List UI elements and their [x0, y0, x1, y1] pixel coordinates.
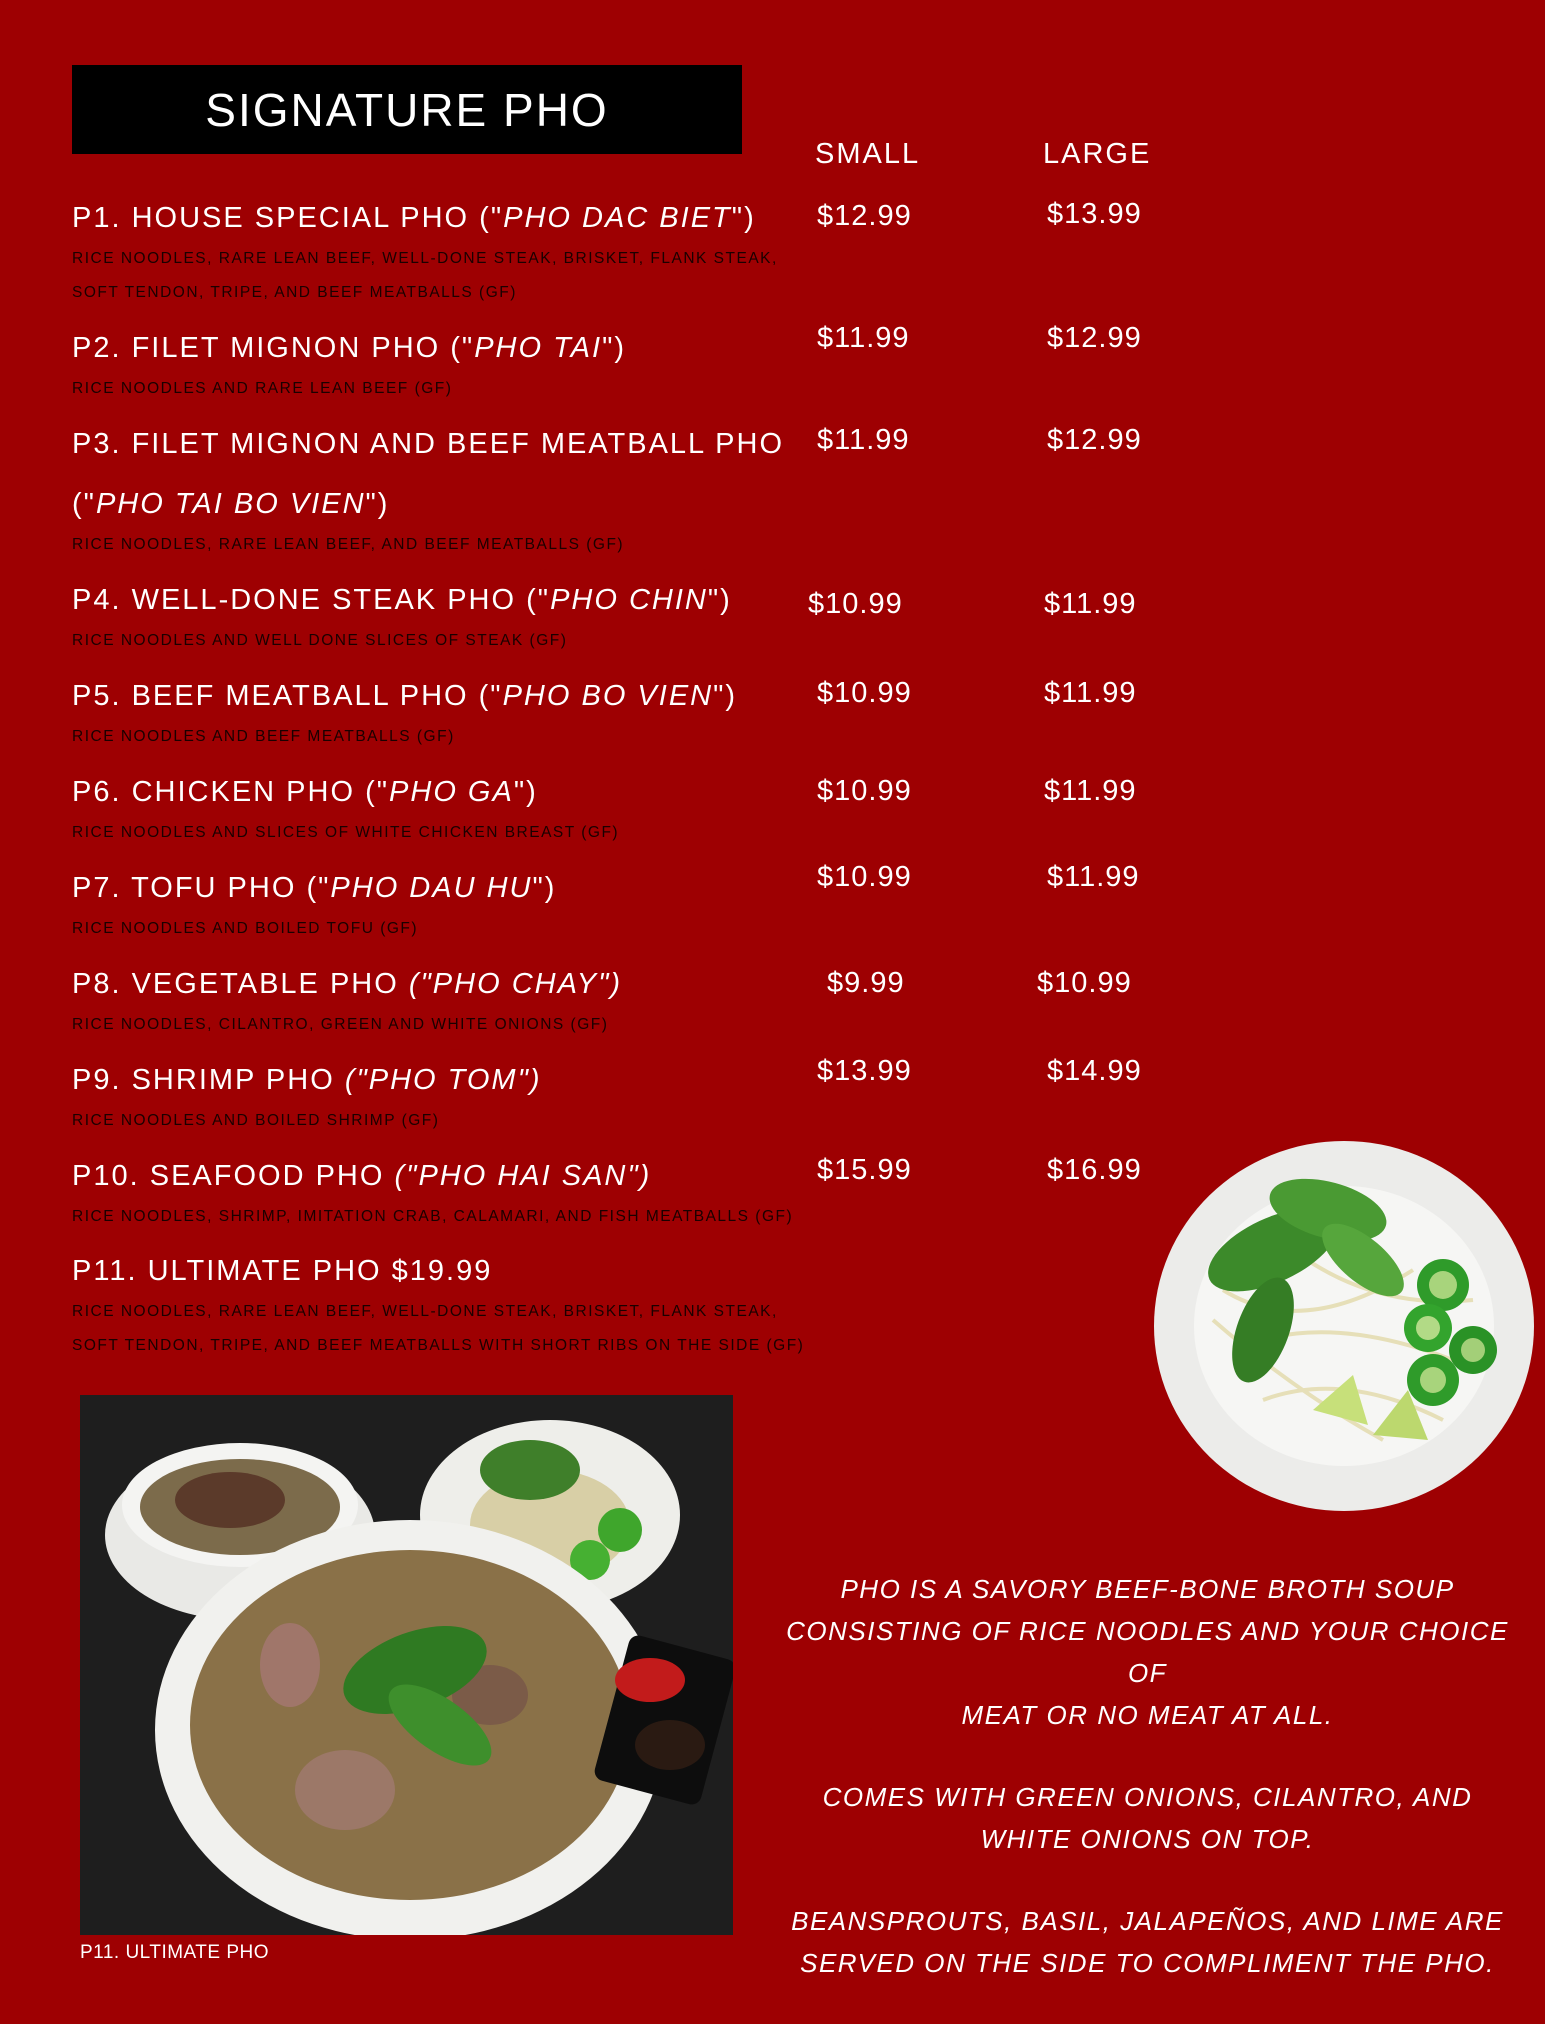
menu-item-p11: [72, 1241, 932, 1363]
item-desc: RICE NOODLES AND SLICES OF WHITE CHICKEN BREAST (GF): [72, 824, 620, 841]
item-name: P2. FILET MIGNON PHO ("PHO TAI"): [72, 332, 627, 364]
price-small: $11.99: [817, 424, 910, 456]
ultimate-pho-photo: [80, 1395, 733, 1935]
item-name: P1. HOUSE SPECIAL PHO ("PHO DAC BIET"): [72, 202, 756, 234]
menu-item-p5: [72, 666, 832, 754]
price-large: $11.99: [1047, 861, 1140, 893]
menu-item-p8: [72, 954, 832, 1042]
price-large: $13.99: [1047, 198, 1142, 230]
item-name: P8. VEGETABLE PHO ("PHO CHAY"): [72, 968, 623, 1000]
col-header-large: LARGE: [1043, 138, 1152, 170]
pho-bowls-illustration: [80, 1395, 733, 1935]
price-large: $11.99: [1044, 775, 1137, 807]
menu-item-p6: [72, 762, 832, 850]
price-small: $15.99: [817, 1154, 912, 1186]
price-large: $10.99: [1037, 967, 1132, 999]
price-small: $12.99: [817, 200, 912, 232]
item-name: P7. TOFU PHO ("PHO DAU HU"): [72, 872, 557, 904]
menu-item-p1: [72, 188, 832, 310]
menu-item-p3: [72, 414, 832, 562]
blurb-paragraph-2: COMES WITH GREEN ONIONS, CILANTRO, AND WHITE ONIONS ON TOP.: [822, 1782, 1473, 1854]
blurb-paragraph-3: BEANSPROUTS, BASIL, JALAPEÑOS, AND LIME ARE SERVED ON THE SIDE TO COMPLIMENT THE PHO.: [791, 1906, 1504, 1978]
item-name: P4. WELL-DONE STEAK PHO ("PHO CHIN"): [72, 584, 732, 616]
item-desc: RICE NOODLES AND BOILED SHRIMP (GF): [72, 1112, 440, 1129]
item-desc: RICE NOODLES, RARE LEAN BEEF, WELL-DONE STEAK, BRISKET, FLANK STEAK, SOFT TENDON, TRIPE, AND BEEF MEATBALLS WITH SHORT RIBS ON THE SIDE (GF): [72, 1303, 805, 1354]
item-desc: RICE NOODLES, SHRIMP, IMITATION CRAB, CALAMARI, AND FISH MEATBALLS (GF): [72, 1208, 794, 1225]
menu-item-p9: [72, 1050, 832, 1138]
price-small: $9.99: [827, 967, 905, 999]
item-name: P11. ULTIMATE PHO $19.99: [72, 1255, 493, 1287]
photo-caption: P11. ULTIMATE PHO: [80, 1942, 270, 1963]
item-desc: RICE NOODLES AND BOILED TOFU (GF): [72, 920, 419, 937]
price-large: $11.99: [1044, 588, 1137, 620]
section-title: SIGNATURE PHO: [205, 83, 609, 136]
side-plate-illustration: [1153, 1140, 1535, 1512]
price-large: $12.99: [1047, 322, 1142, 354]
section-title-box: [72, 65, 742, 154]
menu-item-p10: [72, 1146, 912, 1234]
price-small: $10.99: [817, 861, 912, 893]
item-name: P9. SHRIMP PHO ("PHO TOM"): [72, 1064, 542, 1096]
side-plate-photo: [1153, 1140, 1535, 1512]
item-name: P10. SEAFOOD PHO ("PHO HAI SAN"): [72, 1160, 652, 1192]
item-name-line2: ("PHO TAI BO VIEN"): [72, 488, 390, 520]
price-small: $10.99: [817, 775, 912, 807]
price-small: $11.99: [817, 322, 910, 354]
price-large: $12.99: [1047, 424, 1142, 456]
item-desc: RICE NOODLES, RARE LEAN BEEF, AND BEEF MEATBALLS (GF): [72, 536, 625, 553]
pho-description: [775, 1568, 1520, 2024]
item-name: P5. BEEF MEATBALL PHO ("PHO BO VIEN"): [72, 680, 738, 712]
item-desc: RICE NOODLES, CILANTRO, GREEN AND WHITE ONIONS (GF): [72, 1016, 609, 1033]
price-small: $10.99: [817, 677, 912, 709]
item-desc: RICE NOODLES AND RARE LEAN BEEF (GF): [72, 380, 453, 397]
price-small: $13.99: [817, 1055, 912, 1087]
item-name: P6. CHICKEN PHO ("PHO GA"): [72, 776, 538, 808]
col-header-small: SMALL: [815, 138, 921, 170]
price-small: $10.99: [808, 588, 903, 620]
blurb-paragraph-1: PHO IS A SAVORY BEEF-BONE BROTH SOUP CONSISTING OF RICE NOODLES AND YOUR CHOICE OF MEAT OR NO MEAT AT ALL.: [786, 1574, 1509, 1730]
item-desc: RICE NOODLES AND BEEF MEATBALLS (GF): [72, 728, 455, 745]
menu-item-p4: [72, 570, 832, 658]
price-large: $11.99: [1044, 677, 1137, 709]
menu-item-p7: [72, 858, 832, 946]
item-desc: RICE NOODLES AND WELL DONE SLICES OF STEAK (GF): [72, 632, 568, 649]
item-name: P3. FILET MIGNON AND BEEF MEATBALL PHO: [72, 428, 785, 460]
price-large: $14.99: [1047, 1055, 1142, 1087]
price-large: $16.99: [1047, 1154, 1142, 1186]
menu-item-p2: [72, 318, 832, 406]
item-desc: RICE NOODLES, RARE LEAN BEEF, WELL-DONE STEAK, BRISKET, FLANK STEAK, SOFT TENDON, TRIPE, AND BEEF MEATBALLS (GF): [72, 250, 778, 301]
